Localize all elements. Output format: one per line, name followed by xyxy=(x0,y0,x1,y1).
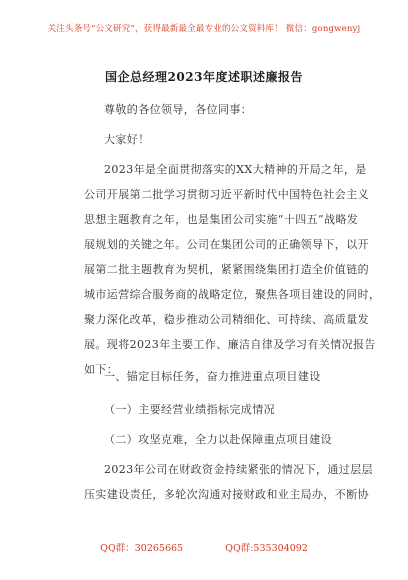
paragraph-line: 聚力深化改革，稳步推动公司精细化、可持续、高质量发 xyxy=(84,313,369,326)
footer-contact xyxy=(0,540,408,554)
footer-qq-group-2: QQ群:535304092 xyxy=(225,543,308,554)
subsection-heading-2: （二）攻坚克难，全力以赴保障重点项目建设 xyxy=(104,433,332,446)
paragraph-line: 城市运营综合服务商的战略定位，聚焦各项目建设的同时， xyxy=(84,288,381,301)
paragraph-line: 如下： xyxy=(84,363,119,376)
paragraph-line: 2023年是全面贯彻落实的XX大精神的开局之年，是 xyxy=(104,163,367,176)
paragraph-line: 展规划的关键之年。公司在集团公司的正确领导下，以开 xyxy=(84,238,369,251)
header-promo-note: 关注头条号“公文研究”，获得最新最全最专业的公文资料库！ 微信：gongwenyj xyxy=(47,24,361,34)
footer-qq-group-1: QQ群：30265665 xyxy=(100,543,184,554)
paragraph-line: 2023年公司在财政资金持续紧张的情况下，通过层层 xyxy=(104,463,373,476)
paragraph-line: 压实建设责任，多轮次沟通对接财政和业主局办，不断协 xyxy=(84,488,369,501)
greeting: 大家好！ xyxy=(104,133,150,146)
paragraph-line: 公司开展第二批学习贯彻习近平新时代中国特色社会主义 xyxy=(84,188,369,201)
paragraph-line: 思想主题教育之年，也是集团公司实施“十四五”战略发 xyxy=(84,213,359,226)
paragraph-line: 展。现将2023年主要工作、廉洁自律及学习有关情况报告 xyxy=(84,338,376,351)
subsection-heading-1: （一）主要经营业绩指标完成情况 xyxy=(104,403,275,416)
page-title: 国企总经理2023年度述职述廉报告 xyxy=(105,70,303,84)
section-heading-1: 一、锚定目标任务，奋力推进重点项目建设 xyxy=(104,370,321,383)
paragraph-line: 展第二批主题教育为契机，紧紧围绕集团打造全价值链的 xyxy=(84,263,369,276)
salutation: 尊敬的各位领导，各位同事： xyxy=(104,103,253,116)
